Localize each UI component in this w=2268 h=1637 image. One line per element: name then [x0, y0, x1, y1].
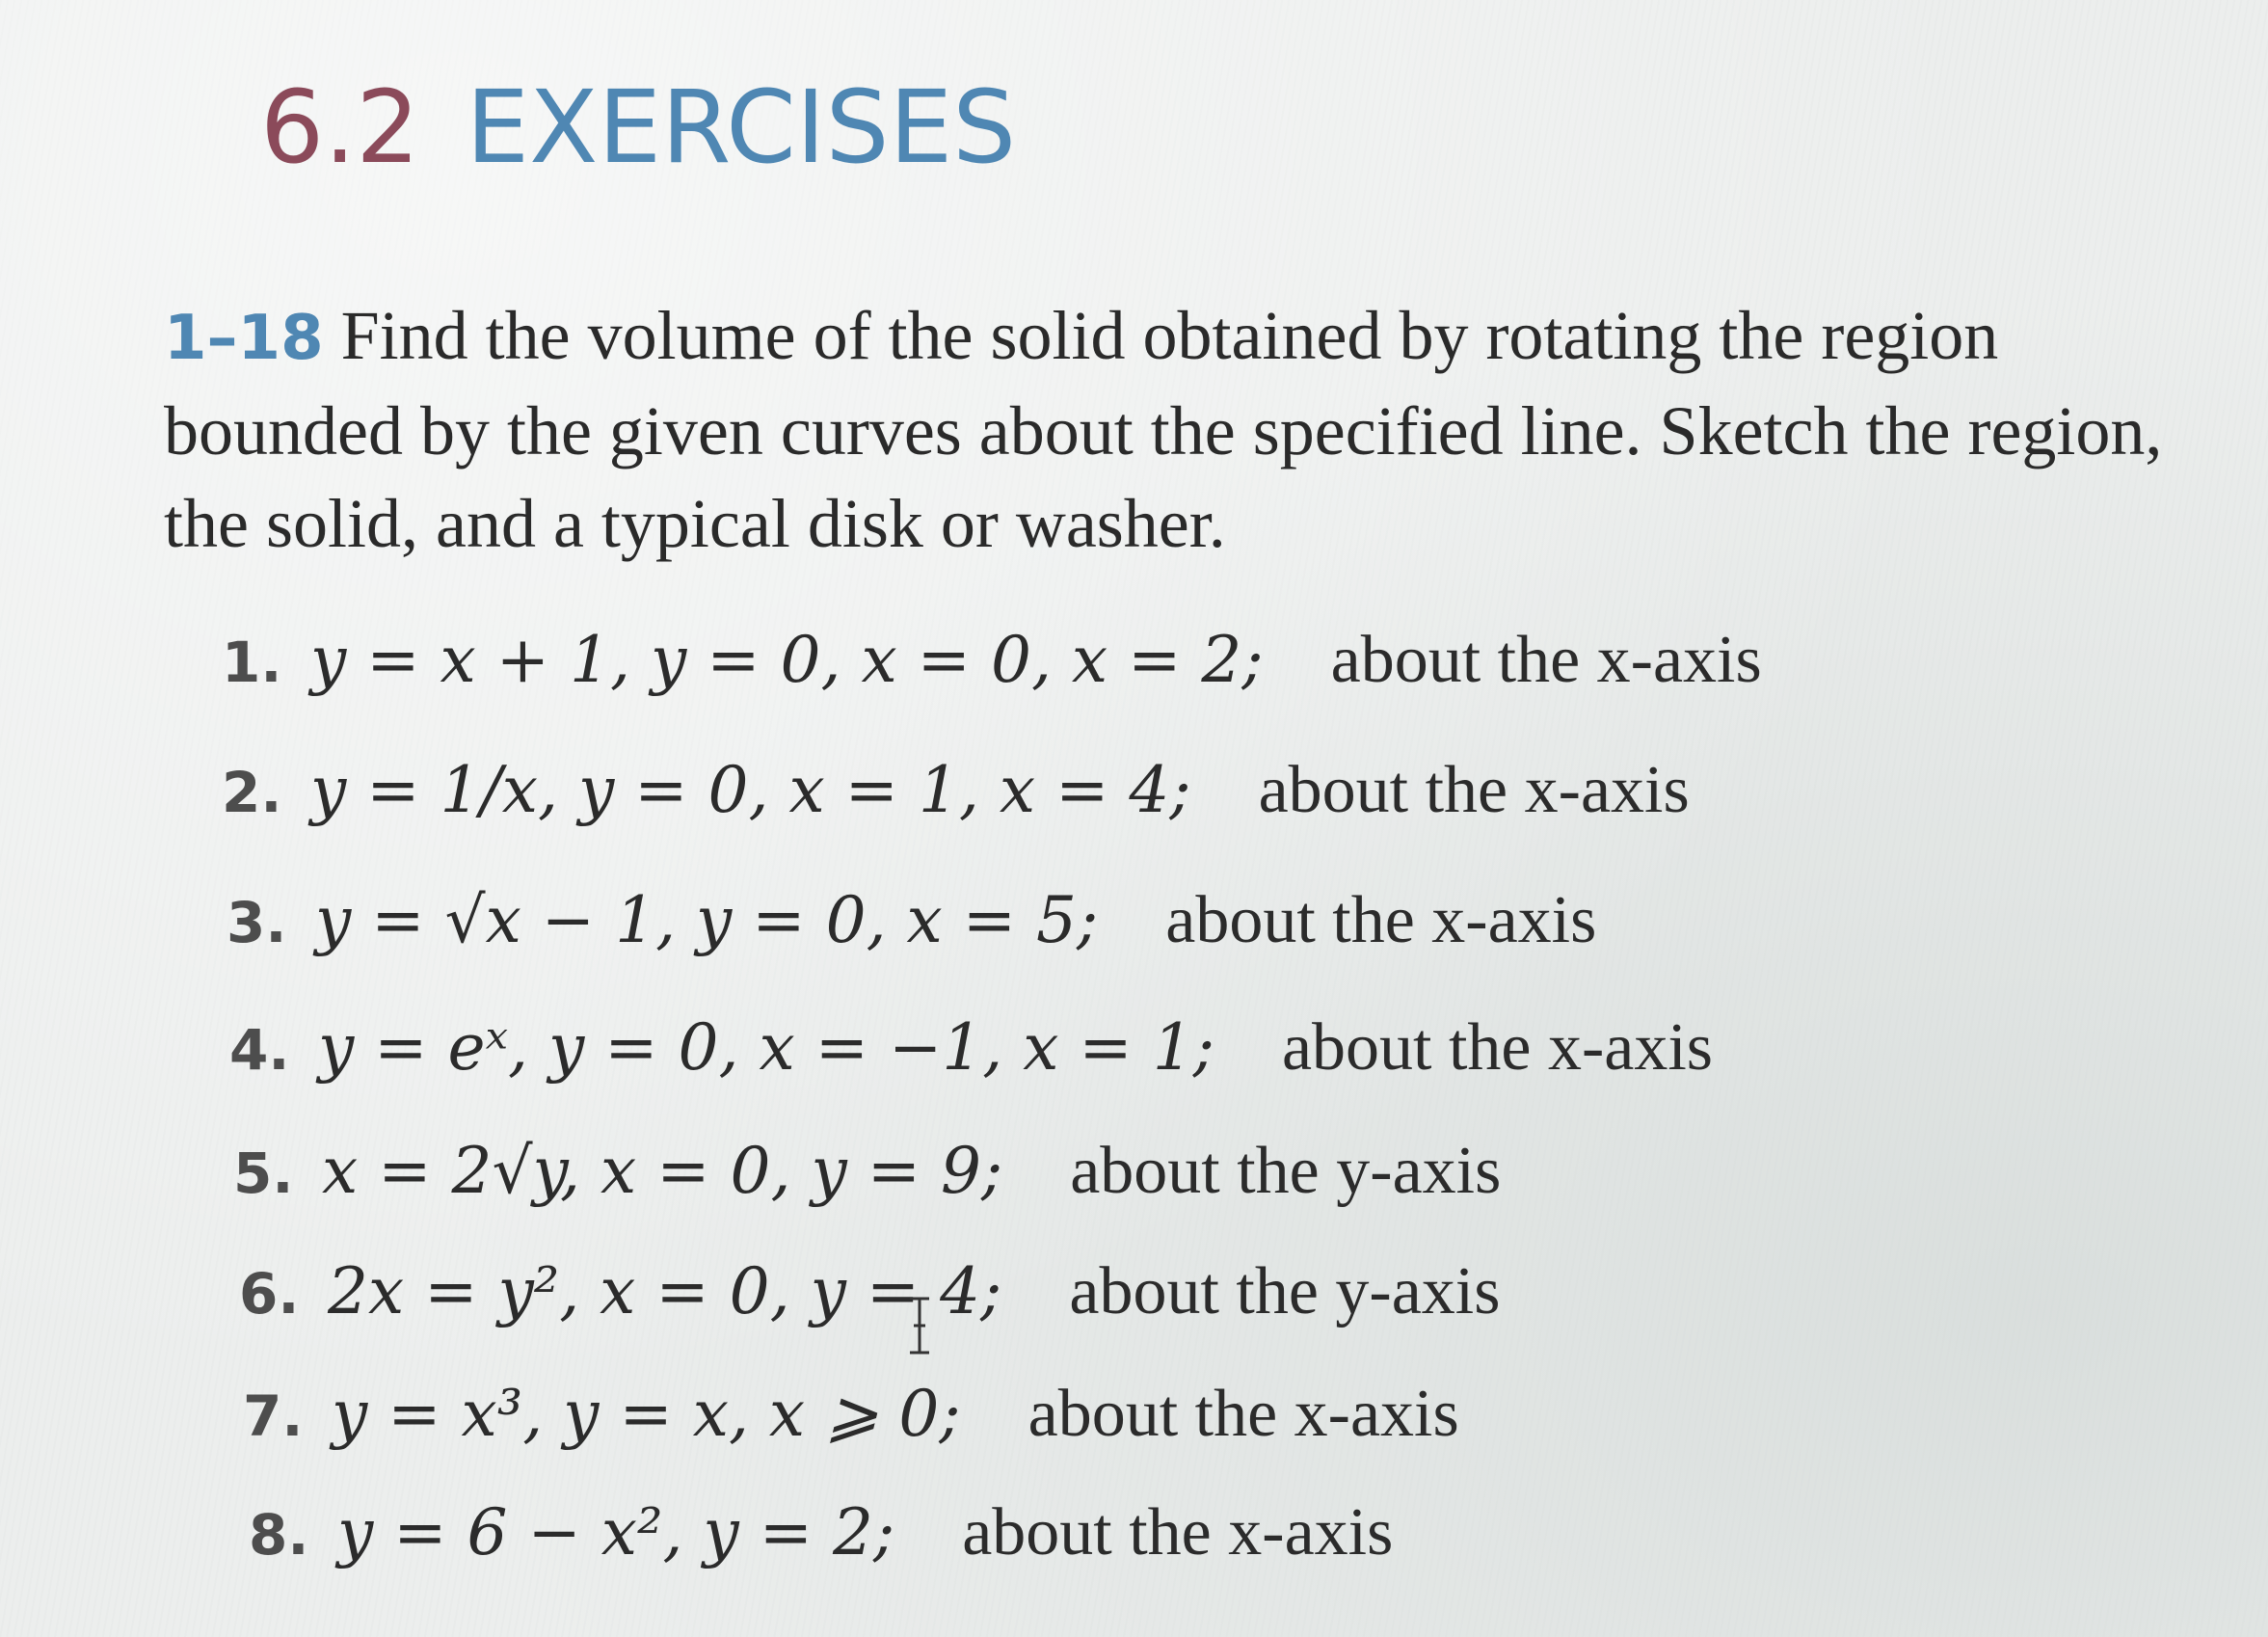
exercise-item [239, 1254, 1501, 1328]
exercise-axis: about the x-axis [1330, 623, 1762, 697]
exercise-item [222, 623, 1762, 697]
exercise-item [222, 753, 1690, 827]
exercise-number: 6. [239, 1261, 300, 1327]
exercise-item [243, 1377, 1459, 1451]
exercise-equations: y = 1/x, y = 0, x = 1, x = 4; [310, 753, 1191, 827]
exercise-axis: about the x-axis [1281, 1010, 1714, 1085]
exercise-equations: y = √x − 1, y = 0, x = 5; [315, 883, 1099, 957]
section-number: 6.2 [260, 68, 420, 186]
text-cursor-icon [908, 1297, 931, 1355]
exercise-axis: about the x-axis [962, 1495, 1394, 1570]
exercise-equations: x = 2√y, x = 0, y = 9; [322, 1134, 1003, 1208]
exercise-axis: about the y-axis [1069, 1254, 1501, 1328]
section-heading [260, 68, 1017, 186]
exercise-equations: y = x + 1, y = 0, x = 0, x = 2; [310, 623, 1264, 697]
exercise-equations: 2x = y², x = 0, y = 4; [328, 1254, 1002, 1328]
exercise-axis: about the x-axis [1258, 753, 1690, 827]
exercise-item [227, 883, 1597, 957]
exercise-axis: about the x-axis [1027, 1377, 1459, 1451]
section-title: EXERCISES [466, 68, 1017, 186]
exercise-equations: y = x³, y = x, x ⩾ 0; [332, 1377, 961, 1451]
exercise-equations: y = 6 − x², y = 2; [337, 1495, 895, 1570]
exercise-number: 1. [222, 630, 282, 695]
exercise-number: 4. [229, 1017, 290, 1083]
exercise-number: 7. [243, 1383, 304, 1449]
exercise-number: 3. [227, 890, 287, 955]
exercise-item [233, 1134, 1502, 1208]
exercise-item [249, 1495, 1394, 1570]
exercise-item [229, 1010, 1714, 1085]
exercise-axis: about the y-axis [1070, 1134, 1502, 1208]
exercise-number: 8. [249, 1502, 309, 1568]
exercise-axis: about the x-axis [1165, 883, 1597, 957]
exercise-instructions [164, 289, 2169, 570]
exercise-number: 2. [222, 760, 282, 825]
exercise-equations: y = eˣ, y = 0, x = −1, x = 1; [318, 1010, 1214, 1085]
exercise-range: 1–18 [164, 303, 324, 374]
instruction-text: Find the volume of the solid obtained by rotating the region bounded by the given curves about the specified line. Sketch the region, the solid, and a typical disk or washer. [164, 297, 2163, 562]
exercise-number: 5. [233, 1141, 294, 1206]
